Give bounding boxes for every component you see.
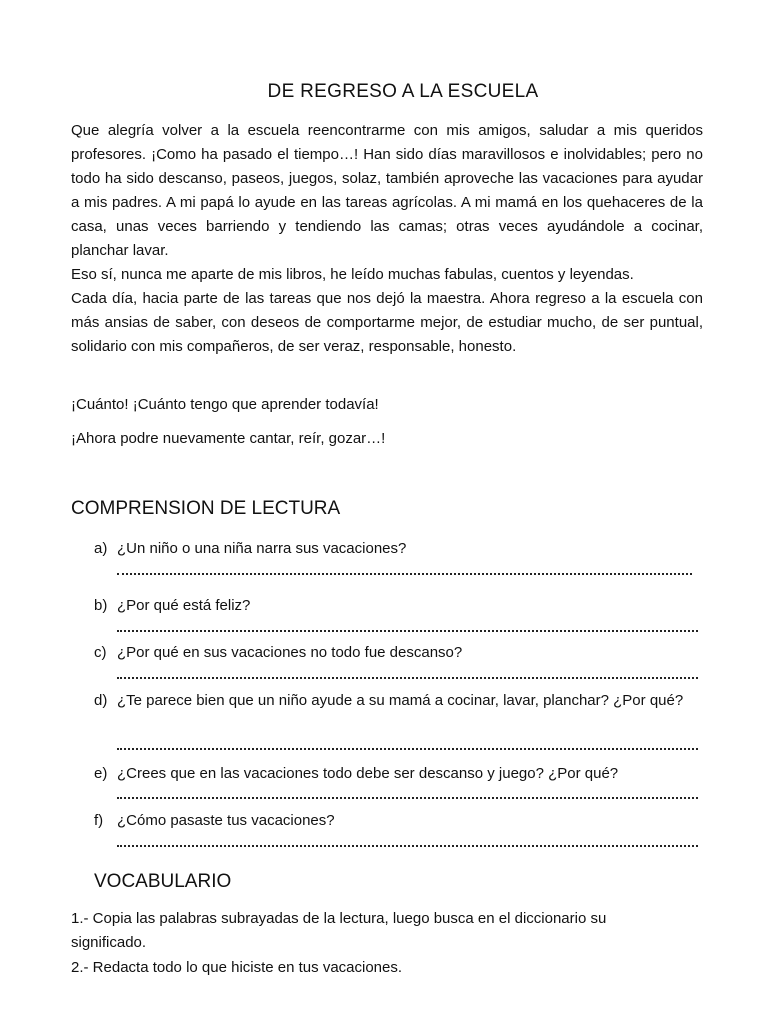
question-letter: a) (94, 540, 108, 557)
question-letter: e) (94, 765, 108, 782)
question-text: ¿Te parece bien que un niño ayude a su mamá a cocinar, lavar, planchar? ¿Por qué? (117, 692, 684, 709)
vocabulary-item-1: 1.- Copia las palabras subrayadas de la lectura, luego busca en el diccionario su significado. (71, 910, 607, 951)
answer-line[interactable] (117, 573, 692, 575)
answer-line[interactable] (117, 630, 698, 632)
question-letter: b) (94, 597, 108, 614)
page-title: DE REGRESO A LA ESCUELA (267, 81, 539, 102)
comprehension-heading: COMPRENSION DE LECTURA (71, 498, 341, 519)
answer-line[interactable] (117, 797, 698, 799)
question-text: ¿Cómo pasaste tus vacaciones? (117, 812, 335, 829)
question-text: ¿Por qué en sus vacaciones no todo fue descanso? (117, 644, 463, 661)
question-text: ¿Crees que en las vacaciones todo debe ser descanso y juego? ¿Por qué? (117, 765, 619, 782)
answer-line[interactable] (117, 845, 698, 847)
vocabulary-item-2: 2.- Redacta todo lo que hiciste en tus vacaciones. (71, 959, 403, 976)
story-paragraph-1: Que alegría volver a la escuela reencontrarme con mis amigos, saludar a mis queridos profesores. ¡Como ha pasado el tiempo…! Han sido días maravillosos e inolvidables; pero no todo ha sido descanso, paseos, juegos, solaz, también aproveche las vacaciones para ayudar a mis padres. A mi papá lo ayude en las tareas agrícolas. A mi mamá en los quehaceres de la casa, unas veces barriendo y tendiendo las camas; otras veces ayudándole a cocinar, planchar lavar. (71, 122, 703, 259)
story-paragraph-3: Cada día, hacia parte de las tareas que nos dejó la maestra. Ahora regreso a la escuela con más ansias de saber, con deseos de comportarme mejor, de estudiar mucho, de ser puntual, solidario con mis compañeros, de ser veraz, responsable, honesto. (71, 290, 703, 355)
answer-line[interactable] (117, 748, 698, 750)
question-letter: d) (94, 692, 108, 709)
answer-line[interactable] (117, 677, 698, 679)
vocabulary-heading: VOCABULARIO (94, 871, 232, 892)
story-exclamation-1: ¡Cuánto! ¡Cuánto tengo que aprender todavía! (71, 396, 379, 413)
question-text: ¿Un niño o una niña narra sus vacaciones? (117, 540, 407, 557)
story-exclamation-2: ¡Ahora podre nuevamente cantar, reír, gozar…! (71, 430, 386, 447)
question-letter: c) (94, 644, 107, 661)
question-letter: f) (94, 812, 104, 829)
question-text: ¿Por qué está feliz? (117, 597, 251, 614)
story-paragraph-2: Eso sí, nunca me aparte de mis libros, he leído muchas fabulas, cuentos y leyendas. (71, 266, 634, 283)
